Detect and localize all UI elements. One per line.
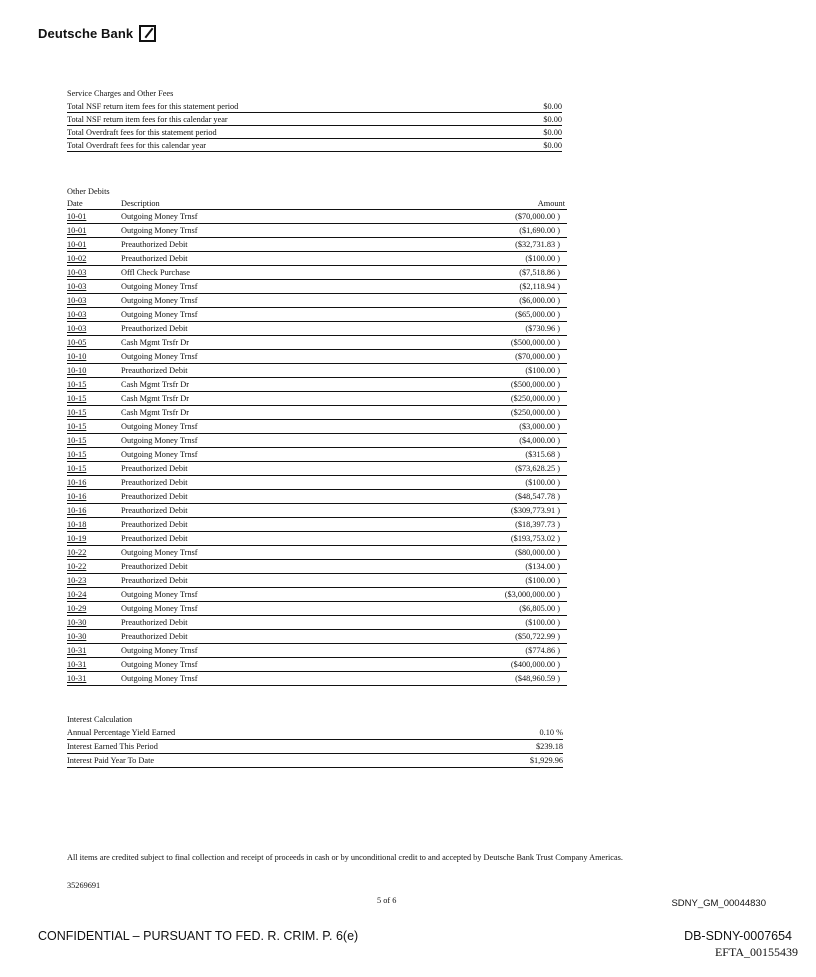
debit-description: Offl Check Purchase bbox=[121, 268, 190, 277]
debit-description: Outgoing Money Trnsf bbox=[121, 660, 198, 669]
debit-description: Preauthorized Debit bbox=[121, 506, 188, 515]
table-row bbox=[67, 266, 567, 280]
debit-date: 10-01 bbox=[67, 212, 87, 221]
table-row bbox=[67, 672, 567, 686]
debit-amount: ($309,773.91 ) bbox=[510, 506, 560, 515]
debit-description: Preauthorized Debit bbox=[121, 534, 188, 543]
table-row bbox=[67, 574, 567, 588]
description-column-header: Description bbox=[121, 199, 160, 208]
table-row bbox=[67, 434, 567, 448]
debit-date: 10-22 bbox=[67, 562, 87, 571]
debit-description: Preauthorized Debit bbox=[121, 576, 188, 585]
table-row bbox=[67, 518, 567, 532]
debit-description: Outgoing Money Trnsf bbox=[121, 296, 198, 305]
debit-date: 10-31 bbox=[67, 646, 87, 655]
debit-description: Outgoing Money Trnsf bbox=[121, 352, 198, 361]
debit-amount: ($32,731.83 ) bbox=[515, 240, 560, 249]
debit-date: 10-23 bbox=[67, 576, 87, 585]
debit-description: Outgoing Money Trnsf bbox=[121, 646, 198, 655]
amount-column-header: Amount bbox=[537, 199, 565, 208]
account-reference: 35269691 bbox=[67, 881, 101, 890]
debit-amount: ($3,000.00 ) bbox=[519, 422, 560, 431]
debit-amount: ($400,000.00 ) bbox=[510, 660, 560, 669]
table-row bbox=[67, 308, 567, 322]
table-row bbox=[67, 224, 567, 238]
debit-description: Preauthorized Debit bbox=[121, 618, 188, 627]
service-charges-title: Service Charges and Other Fees bbox=[67, 89, 174, 98]
table-row bbox=[67, 252, 567, 266]
interest-row bbox=[67, 726, 563, 740]
debit-amount: ($315.68 ) bbox=[525, 450, 560, 459]
debit-amount: ($250,000.00 ) bbox=[510, 394, 560, 403]
interest-calculation-title: Interest Calculation bbox=[67, 715, 133, 724]
debit-date: 10-03 bbox=[67, 282, 87, 291]
other-debits-section bbox=[67, 185, 567, 686]
debit-amount: ($100.00 ) bbox=[525, 254, 560, 263]
debit-description: Preauthorized Debit bbox=[121, 240, 188, 249]
debit-description: Preauthorized Debit bbox=[121, 324, 188, 333]
debit-date: 10-15 bbox=[67, 464, 87, 473]
date-column-header: Date bbox=[67, 199, 83, 208]
interest-label: Interest Paid Year To Date bbox=[67, 756, 155, 765]
table-row bbox=[67, 504, 567, 518]
debit-description: Cash Mgmt Trsfr Dr bbox=[121, 394, 189, 403]
debit-description: Outgoing Money Trnsf bbox=[121, 674, 198, 683]
brand-name: Deutsche Bank bbox=[38, 26, 134, 41]
table-row bbox=[67, 602, 567, 616]
debit-amount: ($80,000.00 ) bbox=[515, 548, 560, 557]
debit-date: 10-03 bbox=[67, 310, 87, 319]
debit-amount: ($4,000.00 ) bbox=[519, 436, 560, 445]
deutsche-bank-logo-icon bbox=[139, 25, 156, 42]
interest-calculation-section bbox=[67, 713, 563, 768]
interest-row bbox=[67, 754, 563, 768]
debit-date: 10-19 bbox=[67, 534, 87, 543]
fee-row bbox=[67, 113, 562, 126]
debit-description: Outgoing Money Trnsf bbox=[121, 590, 198, 599]
debit-date: 10-16 bbox=[67, 506, 87, 515]
debit-date: 10-18 bbox=[67, 520, 87, 529]
table-row bbox=[67, 532, 567, 546]
debit-amount: ($3,000,000.00 ) bbox=[504, 590, 560, 599]
debit-amount: ($50,722.99 ) bbox=[515, 632, 560, 641]
debit-date: 10-30 bbox=[67, 632, 87, 641]
table-row bbox=[67, 560, 567, 574]
debit-amount: ($100.00 ) bbox=[525, 576, 560, 585]
debit-date: 10-10 bbox=[67, 352, 87, 361]
fee-row bbox=[67, 100, 562, 113]
interest-value: 0.10 % bbox=[539, 728, 563, 737]
fee-row bbox=[67, 126, 562, 139]
fee-value: $0.00 bbox=[543, 128, 562, 137]
debit-date: 10-05 bbox=[67, 338, 87, 347]
debit-date: 10-15 bbox=[67, 436, 87, 445]
debit-amount: ($6,805.00 ) bbox=[519, 604, 560, 613]
page-number: 5 of 6 bbox=[377, 896, 397, 905]
debit-amount: ($73,628.25 ) bbox=[515, 464, 560, 473]
table-row bbox=[67, 280, 567, 294]
debit-date: 10-03 bbox=[67, 296, 87, 305]
table-row bbox=[67, 350, 567, 364]
interest-calculation-table bbox=[67, 726, 563, 768]
debit-description: Cash Mgmt Trsfr Dr bbox=[121, 408, 189, 417]
debit-description: Outgoing Money Trnsf bbox=[121, 548, 198, 557]
debit-date: 10-29 bbox=[67, 604, 87, 613]
debit-description: Preauthorized Debit bbox=[121, 520, 188, 529]
debit-date: 10-03 bbox=[67, 324, 87, 333]
debit-description: Outgoing Money Trnsf bbox=[121, 436, 198, 445]
interest-row bbox=[67, 740, 563, 754]
table-row bbox=[67, 588, 567, 602]
debit-date: 10-31 bbox=[67, 674, 87, 683]
interest-value: $239.18 bbox=[536, 742, 563, 751]
debit-date: 10-01 bbox=[67, 240, 87, 249]
table-row bbox=[67, 294, 567, 308]
debit-description: Preauthorized Debit bbox=[121, 254, 188, 263]
debit-description: Preauthorized Debit bbox=[121, 562, 188, 571]
debit-description: Cash Mgmt Trsfr Dr bbox=[121, 338, 189, 347]
table-row bbox=[67, 490, 567, 504]
debit-amount: ($70,000.00 ) bbox=[515, 352, 560, 361]
debit-date: 10-24 bbox=[67, 590, 87, 599]
service-charges-table bbox=[67, 100, 562, 152]
debit-date: 10-10 bbox=[67, 366, 87, 375]
fee-value: $0.00 bbox=[543, 102, 562, 111]
debit-date: 10-15 bbox=[67, 422, 87, 431]
fee-label: Total NSF return item fees for this statement period bbox=[67, 102, 239, 111]
table-row bbox=[67, 658, 567, 672]
debit-description: Preauthorized Debit bbox=[121, 632, 188, 641]
table-row bbox=[67, 406, 567, 420]
interest-value: $1,929.96 bbox=[529, 756, 563, 765]
debit-description: Outgoing Money Trnsf bbox=[121, 310, 198, 319]
fee-value: $0.00 bbox=[543, 115, 562, 124]
debit-amount: ($134.00 ) bbox=[525, 562, 560, 571]
debit-description: Outgoing Money Trnsf bbox=[121, 226, 198, 235]
interest-label: Annual Percentage Yield Earned bbox=[67, 728, 176, 737]
debit-description: Preauthorized Debit bbox=[121, 492, 188, 501]
debit-amount: ($18,397.73 ) bbox=[515, 520, 560, 529]
table-row bbox=[67, 322, 567, 336]
table-row bbox=[67, 336, 567, 350]
bates-number-bottom: DB-SDNY-0007654 bbox=[684, 929, 792, 943]
debit-amount: ($2,118.94 ) bbox=[519, 282, 560, 291]
fee-label: Total Overdraft fees for this calendar year bbox=[67, 141, 207, 150]
debit-date: 10-15 bbox=[67, 408, 87, 417]
debit-description: Preauthorized Debit bbox=[121, 478, 188, 487]
debit-amount: ($1,690.00 ) bbox=[519, 226, 560, 235]
debit-date: 10-15 bbox=[67, 380, 87, 389]
efta-number: EFTA_00155439 bbox=[714, 945, 798, 959]
debit-amount: ($500,000.00 ) bbox=[510, 338, 560, 347]
debit-amount: ($100.00 ) bbox=[525, 618, 560, 627]
debit-amount: ($774.86 ) bbox=[525, 646, 560, 655]
debit-date: 10-30 bbox=[67, 618, 87, 627]
table-row bbox=[67, 364, 567, 378]
debit-amount: ($70,000.00 ) bbox=[515, 212, 560, 221]
bates-number-top: SDNY_GM_00044830 bbox=[671, 898, 766, 909]
table-row bbox=[67, 238, 567, 252]
fee-label: Total Overdraft fees for this statement period bbox=[67, 128, 217, 137]
debit-description: Outgoing Money Trnsf bbox=[121, 450, 198, 459]
debit-amount: ($7,518.86 ) bbox=[519, 268, 560, 277]
table-row bbox=[67, 546, 567, 560]
debit-amount: ($48,547.78 ) bbox=[515, 492, 560, 501]
credit-disclaimer: All items are credited subject to final collection and receipt of proceeds in cash or by unconditional credit to and accepted by Deutsche Bank Trust Company Americas. bbox=[67, 853, 623, 862]
debit-amount: ($730.96 ) bbox=[525, 324, 560, 333]
fee-value: $0.00 bbox=[543, 141, 562, 150]
debit-amount: ($100.00 ) bbox=[525, 366, 560, 375]
other-debits-table bbox=[67, 210, 567, 686]
table-row bbox=[67, 630, 567, 644]
debit-amount: ($250,000.00 ) bbox=[510, 408, 560, 417]
debit-date: 10-01 bbox=[67, 226, 87, 235]
table-row bbox=[67, 644, 567, 658]
table-row bbox=[67, 476, 567, 490]
debit-date: 10-02 bbox=[67, 254, 87, 263]
debit-description: Outgoing Money Trnsf bbox=[121, 212, 198, 221]
debit-date: 10-16 bbox=[67, 478, 87, 487]
table-row bbox=[67, 378, 567, 392]
debit-amount: ($6,000.00 ) bbox=[519, 296, 560, 305]
table-row bbox=[67, 392, 567, 406]
interest-label: Interest Earned This Period bbox=[67, 742, 158, 751]
debit-date: 10-15 bbox=[67, 394, 87, 403]
debit-description: Outgoing Money Trnsf bbox=[121, 282, 198, 291]
fee-row bbox=[67, 139, 562, 152]
debit-date: 10-15 bbox=[67, 450, 87, 459]
debit-amount: ($48,960.59 ) bbox=[515, 674, 560, 683]
debit-date: 10-22 bbox=[67, 548, 87, 557]
debit-amount: ($193,753.02 ) bbox=[510, 534, 560, 543]
table-row bbox=[67, 616, 567, 630]
fee-label: Total NSF return item fees for this calendar year bbox=[67, 115, 228, 124]
table-row bbox=[67, 448, 567, 462]
table-row bbox=[67, 462, 567, 476]
other-debits-header-row bbox=[67, 198, 567, 210]
debit-date: 10-16 bbox=[67, 492, 87, 501]
debit-description: Outgoing Money Trnsf bbox=[121, 422, 198, 431]
other-debits-title: Other Debits bbox=[67, 187, 110, 196]
header bbox=[38, 25, 156, 42]
debit-description: Preauthorized Debit bbox=[121, 464, 188, 473]
debit-description: Outgoing Money Trnsf bbox=[121, 604, 198, 613]
debit-amount: ($65,000.00 ) bbox=[515, 310, 560, 319]
service-charges-section bbox=[67, 87, 562, 152]
debit-description: Preauthorized Debit bbox=[121, 366, 188, 375]
debit-date: 10-31 bbox=[67, 660, 87, 669]
debit-date: 10-03 bbox=[67, 268, 87, 277]
confidential-notice: CONFIDENTIAL – PURSUANT TO FED. R. CRIM. P. 6(e) bbox=[38, 929, 359, 943]
table-row bbox=[67, 420, 567, 434]
table-row bbox=[67, 210, 567, 224]
debit-amount: ($100.00 ) bbox=[525, 478, 560, 487]
debit-description: Cash Mgmt Trsfr Dr bbox=[121, 380, 189, 389]
debit-amount: ($500,000.00 ) bbox=[510, 380, 560, 389]
